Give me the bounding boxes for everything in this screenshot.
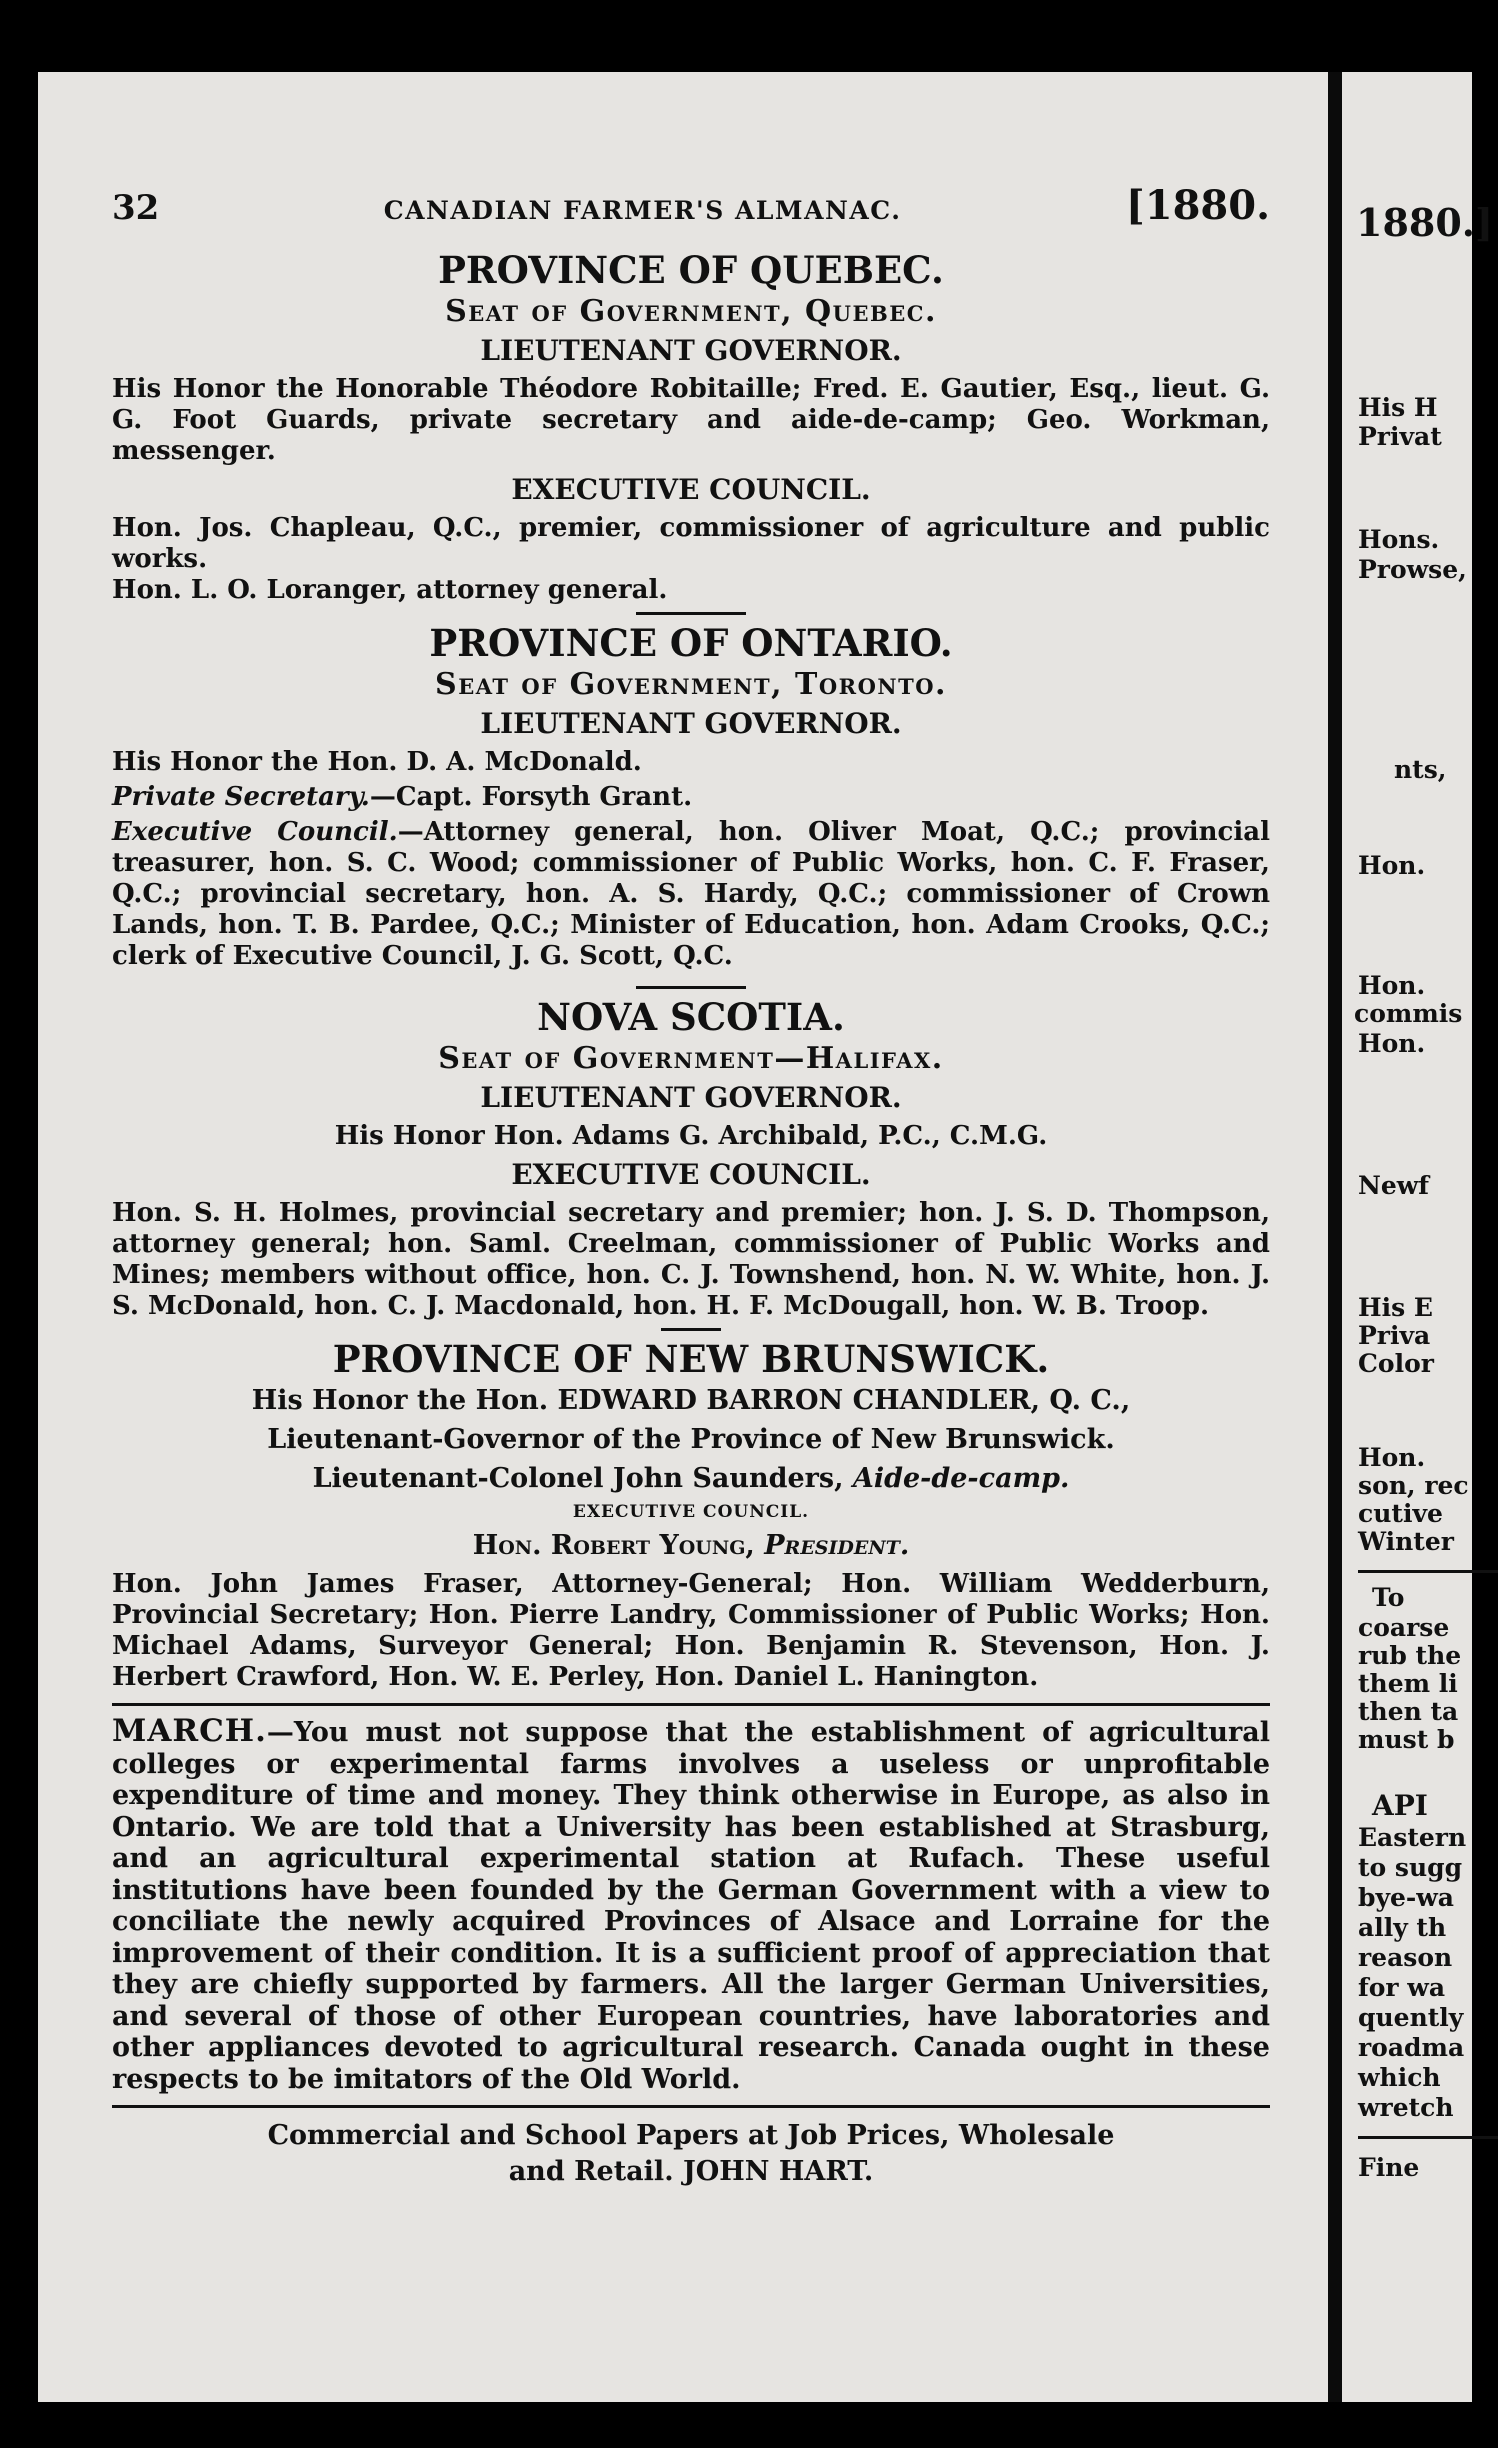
- almanac-page: [38, 72, 1328, 2402]
- section-heading: NOVA SCOTIA.: [537, 995, 845, 1039]
- president-name: Hon. Robert Young,: [472, 1530, 765, 1561]
- separator: [661, 1328, 721, 1331]
- council-text: Hon. S. H. Holmes, provincial secretary and premier; hon. J. S. D. Thompson, attorney general; hon. Saml. Creelman, commissioner of Public Works and Mines; members without office, hon. C. J. Townshend, hon. N. W. White, hon. J. S. McDonald, hon. C. J. Macdonald, hon. H. F. McDougall, hon. W. B. Troop.: [112, 1198, 1270, 1321]
- adjacent-page-text: coarse: [1358, 1613, 1450, 1642]
- adjacent-page-text: Hon.: [1358, 971, 1426, 1000]
- lieutenant-governor-text: His Honor the Hon. D. A. McDonald.: [112, 747, 642, 777]
- section-heading: PROVINCE OF NEW BRUNSWICK.: [332, 1337, 1050, 1381]
- page-fold: [1328, 72, 1342, 2402]
- separator: [636, 986, 746, 989]
- lieutenant-governor-line: His Honor the Hon. EDWARD BARRON CHANDLER, Q. C.,: [251, 1385, 1131, 1416]
- adjacent-page-text: commis: [1354, 999, 1463, 1028]
- private-secretary-value: —Capt. Forsyth Grant.: [369, 782, 693, 812]
- lieutenant-governor-title: Lieutenant-Governor of the Province of New Brunswick.: [267, 1424, 1115, 1455]
- council-value: —Attorney general, hon. Oliver Moat, Q.C.; provincial treasurer, hon. S. C. Wood; commissioner of Public Works, hon. C. F. Fraser, Q.C.; provincial secretary, hon. A. S. Hardy, Q.C.; commissioner of Crown Lands, hon. T. B. Pardee, Q.C.; Minister of Education, hon. Adam Crooks, Q.C.; clerk of Executive Council, J. G. Scott, Q.C.: [112, 817, 1270, 971]
- march-paragraph: [112, 1713, 1270, 2095]
- adjacent-page-text: Winter: [1358, 1527, 1454, 1556]
- lieutenant-governor-text: His Honor the Honorable Théodore Robitaille; Fred. E. Gautier, Esq., lieut. G. G. Foot Guards, private secretary and aide-de-camp; Geo. Workman, messenger.: [112, 374, 1270, 466]
- subheading: LIEUTENANT GOVERNOR.: [480, 1081, 902, 1114]
- adjacent-page-text: Hon.: [1358, 1029, 1426, 1058]
- separator: [636, 612, 746, 615]
- adjacent-page-text: His E: [1358, 1293, 1433, 1322]
- adjacent-page-text: rub the: [1358, 1641, 1462, 1670]
- adjacent-page-text: cutive: [1358, 1499, 1443, 1528]
- adjacent-page-text: quently: [1358, 2003, 1464, 2032]
- adjacent-page-text: them li: [1358, 1669, 1458, 1698]
- page-number: 32: [112, 188, 160, 228]
- private-secretary-label: Private Secretary.: [112, 782, 370, 812]
- section-heading: PROVINCE OF ONTARIO.: [429, 621, 953, 665]
- adjacent-page-text: must b: [1358, 1725, 1455, 1754]
- subheading: LIEUTENANT GOVERNOR.: [480, 334, 902, 367]
- adjacent-page-year: 1880.]: [1356, 200, 1493, 245]
- adjacent-page-text: Privat: [1358, 422, 1442, 451]
- adjacent-page-text: reason: [1358, 1943, 1453, 1972]
- adjacent-page-text: Priva: [1358, 1321, 1431, 1350]
- advertisement-line: Commercial and School Papers at Job Prices, Wholesale: [267, 2120, 1115, 2151]
- advertisement: [112, 2118, 1270, 2190]
- seat-of-government: Seat of Government—Halifax.: [438, 1041, 944, 1076]
- president-title: President.: [764, 1530, 910, 1561]
- section-heading: PROVINCE OF QUEBEC.: [438, 248, 944, 292]
- aide-de-camp-line: [112, 1459, 1270, 1498]
- section-new-brunswick: [112, 1337, 1270, 1693]
- section-quebec: [112, 248, 1270, 606]
- adjacent-page-text: ally th: [1358, 1913, 1447, 1942]
- adjacent-page-text: which: [1358, 2063, 1441, 2092]
- aide-de-camp-name: Lieutenant-Colonel John Saunders,: [312, 1463, 853, 1494]
- adjacent-page-text: His H: [1358, 393, 1438, 422]
- council-text: Hon. John James Fraser, Attorney-General; Hon. William Wedderburn, Provincial Secretary; Hon. Pierre Landry, Commissioner of Public Works; Hon. Michael Adams, Surveyor General; Hon. Benjamin R. Stevenson, Hon. J. Herbert Crawford, Hon. W. E. Perley, Hon. Daniel L. Hanington.: [112, 1569, 1270, 1692]
- adjacent-page-text: roadma: [1358, 2033, 1465, 2062]
- adjacent-page-text: Hons.: [1358, 525, 1440, 554]
- adjacent-page-text: nts,: [1394, 755, 1447, 784]
- horizontal-rule: [112, 1703, 1270, 1706]
- adjacent-page-text: to sugg: [1358, 1853, 1463, 1882]
- march-label: MARCH.: [112, 1713, 267, 1749]
- adjacent-page-text: Newf: [1358, 1171, 1430, 1200]
- adjacent-page-text: son, rec: [1358, 1471, 1469, 1500]
- lieutenant-governor-text: His Honor Hon. Adams G. Archibald, P.C., C.M.G.: [334, 1121, 1048, 1151]
- adjacent-page: [1342, 72, 1493, 2402]
- subheading: LIEUTENANT GOVERNOR.: [480, 707, 902, 740]
- running-year: [1880.: [1125, 182, 1270, 229]
- council-text: [112, 817, 1270, 972]
- running-title: CANADIAN FARMER'S ALMANAC.: [383, 196, 902, 225]
- adjacent-page-text: for wa: [1358, 1973, 1446, 2002]
- adjacent-page-text: Hon.: [1358, 1443, 1426, 1472]
- council-label: Executive Council.: [112, 817, 398, 847]
- adjacent-page-text: then ta: [1358, 1697, 1459, 1726]
- march-note: [112, 1713, 1270, 2095]
- advertisement-line: and Retail. JOHN HART.: [508, 2156, 874, 2187]
- adjacent-page-text: Hon.: [1358, 851, 1426, 880]
- seat-of-government: Seat of Government, Quebec.: [445, 294, 937, 329]
- adjacent-page-rule: [1358, 2136, 1498, 2139]
- horizontal-rule: [112, 2105, 1270, 2108]
- adjacent-page-text: bye-wa: [1358, 1883, 1455, 1912]
- subheading: EXECUTIVE COUNCIL.: [511, 1158, 871, 1191]
- adjacent-page-text: API: [1372, 1789, 1428, 1822]
- adjacent-page-text: Color: [1358, 1349, 1434, 1378]
- subheading: EXECUTIVE COUNCIL.: [572, 1502, 810, 1522]
- section-ontario: [112, 621, 1270, 972]
- section-nova-scotia: [112, 995, 1270, 1322]
- march-text: —You must not suppose that the establishment of agricultural colleges or experimental farms involves a useless or unprofitable expenditure of time and money. They think otherwise in Europe, as also in Ontario. We are told that a University has been established at Strasburg, and an agricultural experimental station at Rufach. These useful institutions have been founded by the German Government with a view to conciliate the newly acquired Provinces of Alsace and Lorraine for the improvement of their condition. It is a sufficient proof of appreciation that they are chiefly supported by farmers. All the larger German Universities, and several of those of other European countries, have laboratories and other appliances devoted to agricultural research. Canada ought in these respects to be imitators of the Old World.: [112, 1717, 1270, 2095]
- adjacent-page-text: Eastern: [1358, 1823, 1467, 1852]
- private-secretary-text: [112, 782, 1270, 813]
- adjacent-page-text: To: [1372, 1583, 1405, 1612]
- running-head: [112, 182, 1270, 232]
- council-text: Hon. Jos. Chapleau, Q.C., premier, commissioner of agriculture and public works.: [112, 513, 1270, 574]
- seat-of-government: Seat of Government, Toronto.: [435, 667, 947, 702]
- adjacent-page-text: Prowse,: [1358, 555, 1467, 584]
- aide-de-camp-title: Aide-de-camp.: [852, 1463, 1070, 1494]
- president-line: [112, 1526, 1270, 1565]
- adjacent-page-rule: [1358, 1570, 1498, 1573]
- adjacent-page-text: Fine: [1358, 2153, 1420, 2182]
- subheading: EXECUTIVE COUNCIL.: [511, 473, 871, 506]
- adjacent-page-text: wretch: [1358, 2093, 1454, 2122]
- council-text: Hon. L. O. Loranger, attorney general.: [112, 575, 668, 605]
